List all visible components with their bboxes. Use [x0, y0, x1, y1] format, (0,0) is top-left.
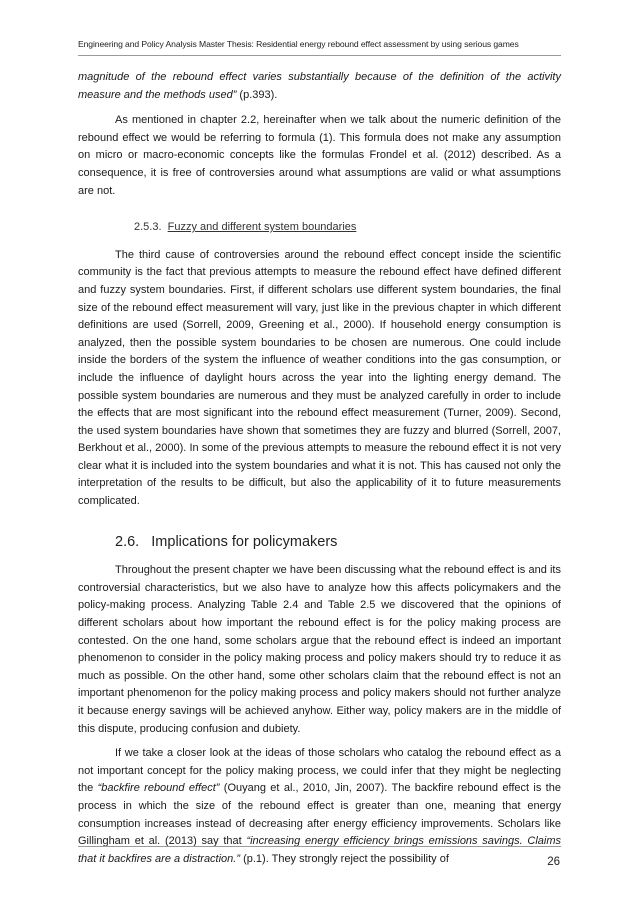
italic-quote: “increasing energy efficiency brings emissions savings. Claims that it backfires are a distraction.”: [78, 835, 561, 865]
page-body: [78, 69, 561, 868]
page-number: 26: [547, 856, 560, 868]
section-number: 2.6.: [115, 533, 140, 550]
section-heading-2-6: [78, 534, 561, 552]
paragraph-formula-reference: As mentioned in chapter 2.2, hereinafter when we talk about the numeric definition of the rebound effect we would be referring to formula (1). This formula does not make any assumption on micro or macro-economic concepts like the formulas Frondel et al. (2012) described. As a consequence, it is free of controversies around what assumptions are valid or what assumptions are not.: [78, 114, 561, 197]
paragraph-backfire: [78, 745, 561, 868]
italic-term: “backfire rebound effect”: [97, 782, 220, 795]
section-number: 2.5.3.: [134, 221, 162, 234]
header-divider: [78, 55, 561, 56]
running-header: Engineering and Policy Analysis Master Thesis: Residential energy rebound effect assessment by using serious games: [78, 39, 519, 49]
text-run: If we take a closer look at the ideas of those scholars who catalog the rebound effect as a not important concept for the policy making process, we could infer that they might be neglecting the: [78, 747, 561, 795]
section-title: Implications for policymakers: [151, 533, 338, 550]
quote-italic: magnitude of the rebound effect varies substantially because of the definition of the activity measure and the methods used”: [78, 71, 561, 101]
section-title: Fuzzy and different system boundaries: [167, 221, 357, 234]
quote-citation: (p.393).: [236, 88, 278, 101]
paragraph-system-boundaries: The third cause of controversies around the rebound effect concept inside the scientific community is the fact that previous attempts to measure the rebound effect have defined different and fuzzy system boundaries. First, if different scholars use different system boundaries, the final size of the rebound effect measurement will vary, just like in the previous chapter in which different definitions are used (Sorrell, 2009, Greening et al., 2000). If household energy consumption is analyzed, then the possible system boundaries to be chosen are numerous. One could include inside the borders of the system the influence of weather conditions into the gas consumption, or include the influence of daylight hours across the year into the lighting energy demand. The possible system boundaries are numerous and they must be analyzed carefully in order to include the effects that are most significant into the rebound effect measurement (Turner, 2009). Second, the used system boundaries have shown that sometimes they are fuzzy and blurred (Sorrell, 2007, Berkhout et al., 2000). In some of the previous attempts to measure the rebound effect it is not very clear what it is included into the system boundaries and what it is not. This has caused not only the interpretation of the results to be difficult, but also the applicability of it to future measurements complicated.: [78, 248, 561, 508]
paragraph-continued-quote: [78, 69, 561, 104]
text-run: (p.1). They strongly reject the possibility of: [240, 852, 449, 865]
footer-divider: [78, 846, 561, 847]
paragraph-policymakers: Throughout the present chapter we have been discussing what the rebound effect is and its controversial characteristics, but we also have to analyze how this affects policymakers and the policy-making process. Analyzing Table 2.4 and Table 2.5 we discovered that the opinions of different scholars about how important the rebound effect is for the policy making process are contested. On the one hand, some scholars argue that the rebound effect is indeed an important phenomenon to consider in the policy making process and policy makers should try to reduce it as much as possible. On the other hand, some other scholars claim that the rebound effect is not an important phenomenon for the policy making process and policy makers should not further analyze it because energy savings will be achieved anyhow. Either way, policy makers are in the middle of this dispute, producing confusion and dubiety.: [78, 564, 561, 735]
section-heading-2-5-3: [78, 219, 561, 237]
text-run: (Ouyang et al., 2010, Jin, 2007). The backfire rebound effect is the process in which the size of the rebound effect is greater than one, meaning that energy consumption increases instead of decreasing after energy efficiency improvements. Scholars like Gillingham et al. (2013) say that: [78, 782, 561, 848]
